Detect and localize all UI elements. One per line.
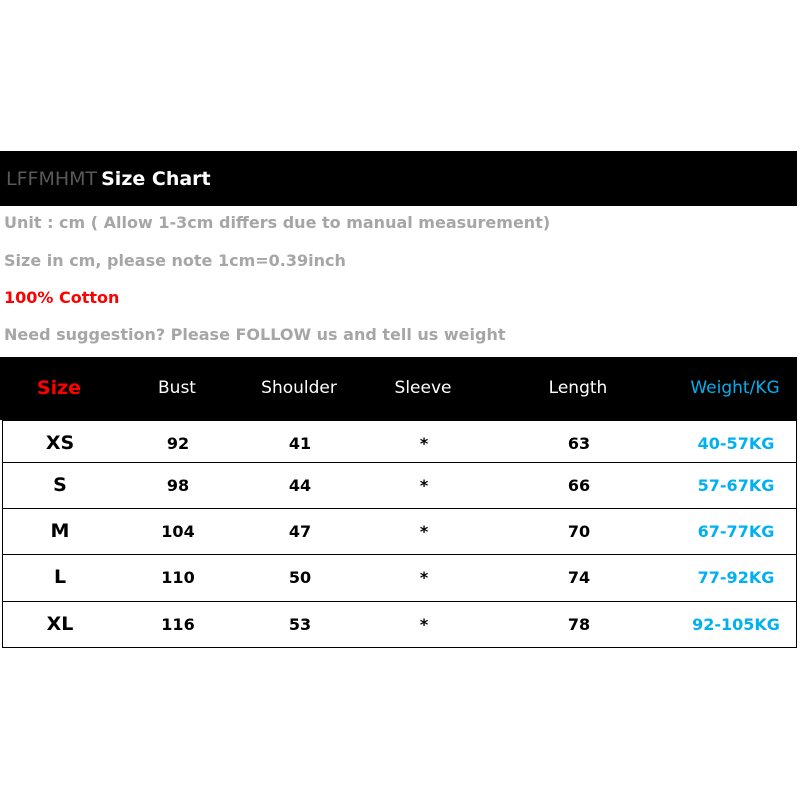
conversion-note: Size in cm, please note 1cm=0.39inch xyxy=(4,251,346,270)
cell-size: L xyxy=(53,566,67,588)
cell-length: 78 xyxy=(567,615,591,634)
cell-sleeve: * xyxy=(419,568,429,587)
cell-weight: 92-105KG xyxy=(692,615,780,634)
table-row xyxy=(3,420,796,466)
header-bust: Bust xyxy=(158,378,196,398)
cell-bust: 104 xyxy=(161,522,195,541)
cell-sleeve: * xyxy=(419,522,429,541)
cell-length: 66 xyxy=(567,476,591,495)
cell-bust: 98 xyxy=(166,476,190,495)
table-row xyxy=(3,508,796,554)
header-sleeve: Sleeve xyxy=(394,378,452,398)
cell-weight: 67-77KG xyxy=(697,522,775,541)
cell-shoulder: 44 xyxy=(288,476,312,495)
cell-size: XS xyxy=(45,432,75,454)
header-length: Length xyxy=(548,378,608,398)
cell-sleeve: * xyxy=(419,434,429,453)
cell-length: 70 xyxy=(567,522,591,541)
cell-weight: 77-92KG xyxy=(697,568,775,587)
table-row xyxy=(3,601,796,647)
cell-shoulder: 50 xyxy=(288,568,312,587)
size-table xyxy=(2,420,797,648)
cell-shoulder: 47 xyxy=(288,522,312,541)
cell-bust: 116 xyxy=(161,615,195,634)
cell-shoulder: 41 xyxy=(288,434,312,453)
cell-length: 74 xyxy=(567,568,591,587)
material-note: 100% Cotton xyxy=(4,288,120,307)
table-header xyxy=(0,357,797,420)
cell-size: XL xyxy=(46,613,74,635)
cell-size: M xyxy=(50,520,70,542)
cell-bust: 110 xyxy=(161,568,195,587)
cell-sleeve: * xyxy=(419,615,429,634)
header-shoulder: Shoulder xyxy=(261,378,337,398)
cell-bust: 92 xyxy=(166,434,190,453)
suggestion-note: Need suggestion? Please FOLLOW us and tell us weight xyxy=(4,325,506,344)
brand-name: LFFMHMT xyxy=(6,167,98,190)
cell-sleeve: * xyxy=(419,476,429,495)
cell-length: 63 xyxy=(567,434,591,453)
header-size: Size xyxy=(36,377,82,399)
title-bar xyxy=(0,151,797,206)
cell-shoulder: 53 xyxy=(288,615,312,634)
header-weight: Weight/KG xyxy=(690,378,780,398)
cell-weight: 40-57KG xyxy=(697,434,775,453)
unit-note: Unit : cm ( Allow 1-3cm differs due to manual measurement) xyxy=(4,213,551,232)
table-row xyxy=(3,462,796,508)
table-row xyxy=(3,554,796,600)
cell-weight: 57-67KG xyxy=(697,476,775,495)
chart-title: Size Chart xyxy=(101,167,211,190)
cell-size: S xyxy=(53,474,67,496)
